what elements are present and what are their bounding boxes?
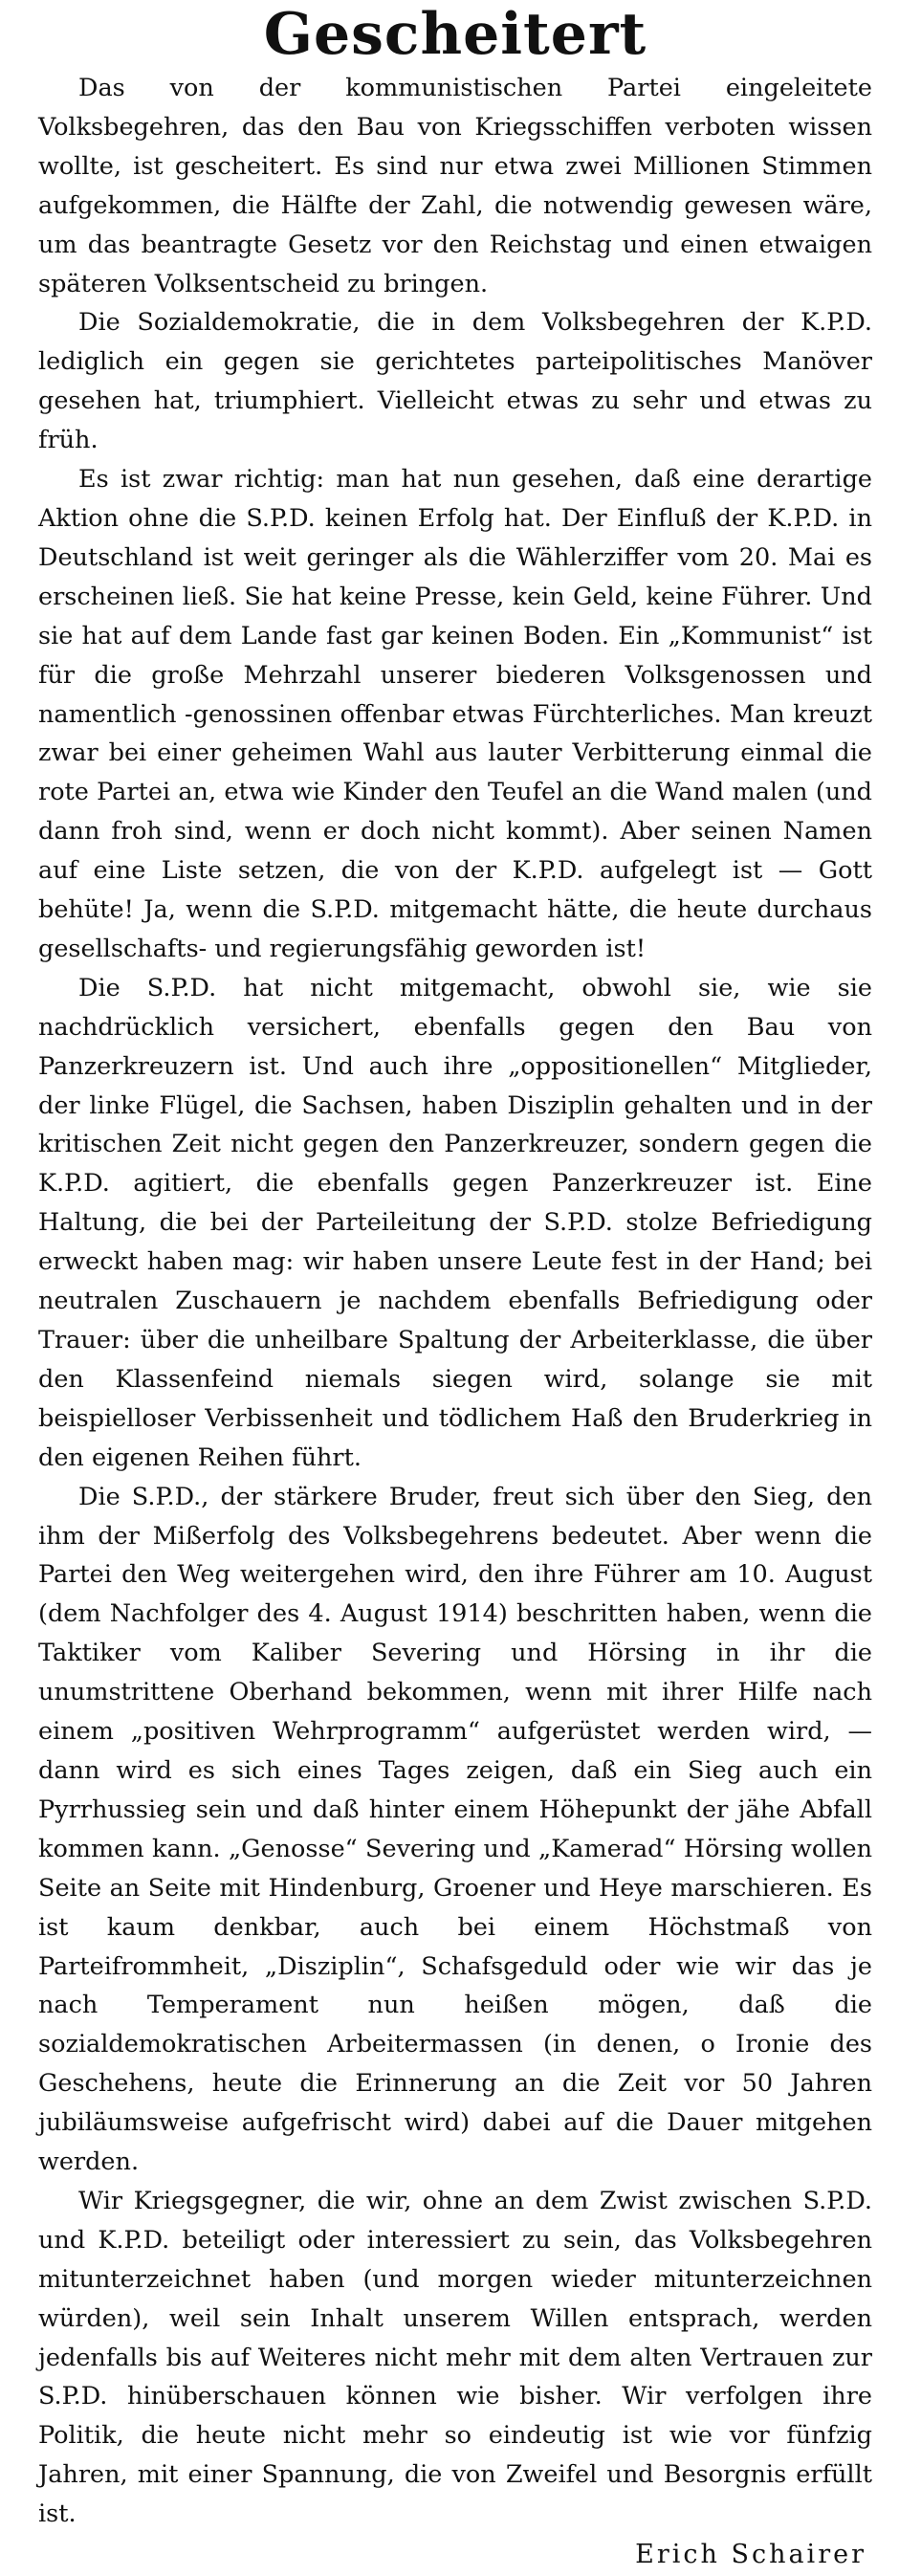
author-signature: Erich Schairer (635, 2540, 866, 2570)
article-paragraph: Die Sozialdemokratie, die in dem Volksbegehren der K.P.D. lediglich ein gegen sie gerichtetes parteipolitisches Manöver gesehen hat, triumphiert. Vielleicht etwas zu sehr und etwas zu früh. (38, 308, 872, 455)
article-paragraph: Es ist zwar richtig: man hat nun gesehen, daß eine derartige Aktion ohne die S.P.D. keinen Erfolg hat. Der Einfluß der K.P.D. in Deutschland ist weit geringer als die Wählerziffer vom 20. Mai es erscheinen ließ. Sie hat keine Presse, kein Geld, keine Führer. Und sie hat auf dem Lande fast gar keinen Boden. Ein „Kommunist“ ist für die große Mehrzahl unserer biederen Volksgenossen und namentlich -genossinen offenbar etwas Fürchterliches. Man kreuzt zwar bei einer geheimen Wahl aus lauter Verbitterung einmal die rote Partei an, etwa wie Kinder den Teufel an die Wand malen (und dann froh sind, wenn er doch nicht kommt). Aber seinen Namen auf eine Liste setzen, die von der K.P.D. aufgelegt ist — Gott behüte! Ja, wenn die S.P.D. mitgemacht hätte, die heute durchaus gesellschafts- und regierungsfähig geworden ist! (38, 465, 872, 963)
article-paragraph: Das von der kommunistischen Partei eingeleitete Volksbegehren, das den Bau von Kriegsschiffen verboten wissen wollte, ist gescheitert. Es sind nur etwa zwei Millionen Stimmen aufgekommen, die Hälfte der Zahl, die notwendig gewesen wäre, um das beantragte Gesetz vor den Reichstag und einen etwaigen späteren Volksentscheid zu bringen. (38, 74, 872, 298)
article-paragraph: Die S.P.D., der stärkere Bruder, freut sich über den Sieg, den ihm der Mißerfolg des Volksbegehrens bedeutet. Aber wenn die Partei den Weg weitergehen wird, den ihre Führer am 10. August (dem Nachfolger des 4. August 1914) beschritten haben, wenn die Taktiker vom Kaliber Severing und Hörsing in ihr die unumstrittene Oberhand bekommen, wenn mit ihrer Hilfe nach einem „positiven Wehrprogramm“ aufgerüstet werden wird, — dann wird es sich eines Tages zeigen, daß ein Sieg auch ein Pyrrhussieg sein und daß hinter einem Höhepunkt der jähe Abfall kommen kann. „Genosse“ Severing und „Kamerad“ Hörsing wollen Seite an Seite mit Hindenburg, Groener und Heye marschieren. Es ist kaum denkbar, auch bei einem Höchstmaß von Parteifrommheit, „Disziplin“, Schafsgeduld oder wie wir das je nach Temperament nun heißen mögen, daß die sozialdemokratischen Arbeitermassen (in denen, o Ironie des Geschehens, heute die Erinnerung an die Zeit vor 50 Jahren jubiläumsweise aufgefrischt wird) dabei auf die Dauer mitgehen werden. (38, 1482, 872, 2177)
article-headline: Gescheitert (263, 1, 647, 68)
article-body (38, 69, 872, 2534)
article-paragraph: Die S.P.D. hat nicht mitgemacht, obwohl sie, wie sie nachdrücklich versichert, ebenfalls gegen den Bau von Panzerkreuzern ist. Und auch ihre „oppositionellen“ Mitglieder, der linke Flügel, die Sachsen, haben Disziplin gehalten und in der kritischen Zeit nicht gegen den Panzerkreuzer, sondern gegen die K.P.D. agitiert, die ebenfalls gegen Panzerkreuzer ist. Eine Haltung, die bei der Parteileitung der S.P.D. stolze Befriedigung erweckt haben mag: wir haben unsere Leute fest in der Hand; bei neutralen Zuschauern je nachdem ebenfalls Befriedigung oder Trauer: über die unheilbare Spaltung der Arbeiterklasse, die über den Klassenfeind niemals siegen wird, solange sie mit beispielloser Verbissenheit und tödlichem Haß den Bruderkrieg in den eigenen Reihen führt. (38, 973, 872, 1472)
article-paragraph: Wir Kriegsgegner, die wir, ohne an dem Zwist zwischen S.P.D. und K.P.D. beteiligt oder interessiert zu sein, das Volksbegehren mitunterzeichnet haben (und morgen wieder mitunterzeichnen würden), weil sein Inhalt unserem Willen entsprach, werden jedenfalls bis auf Weiteres nicht mehr mit dem alten Vertrauen zur S.P.D. hinüberschauen können wie bisher. Wir verfolgen ihre Politik, die heute nicht mehr so eindeutig ist wie vor fünfzig Jahren, mit einer Spannung, die von Zweifel und Besorgnis erfüllt ist. (38, 2186, 872, 2529)
